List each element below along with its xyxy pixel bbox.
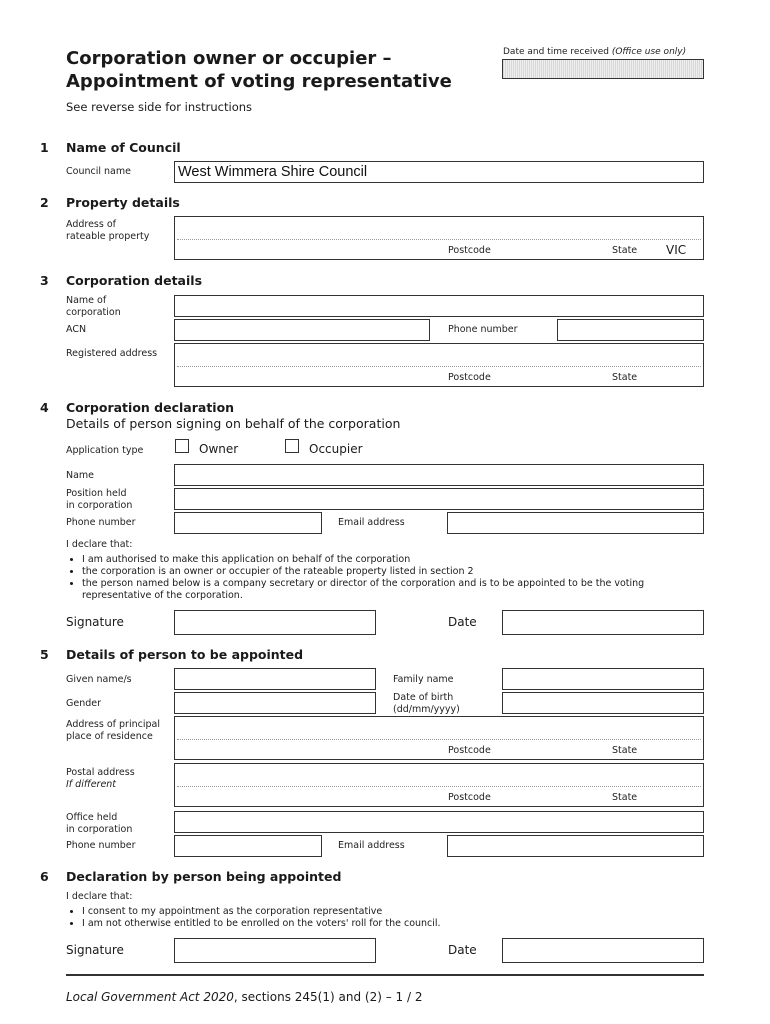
dob-input[interactable] [502, 692, 704, 714]
council-name-value: West Wimmera Shire Council [178, 164, 368, 180]
corporation-phone-input[interactable] [557, 319, 704, 341]
occupier-checkbox[interactable] [285, 439, 299, 453]
dob-label: Date of birth (dd/mm/yyyy) [393, 692, 460, 715]
date-field[interactable] [502, 610, 704, 635]
section-3-heading: Corporation details [66, 273, 203, 288]
residence-address-label: Address of principal place of residence [66, 719, 160, 742]
given-names-input[interactable] [174, 668, 376, 690]
council-name-input[interactable] [174, 161, 704, 183]
appointee-date-label: Date [448, 943, 477, 957]
residence-state-label: State [612, 745, 638, 756]
appointee-declaration-intro: I declare that: [66, 891, 133, 902]
form-subtitle: See reverse side for instructions [66, 100, 253, 114]
postal-address-label: Postal address If different [66, 767, 135, 790]
address-divider [177, 786, 701, 787]
property-address-input[interactable] [174, 216, 704, 260]
list-item: • I am not otherwise entitled to be enrolled on the voters' roll for the council. [82, 918, 666, 930]
occupier-label: Occupier [309, 442, 363, 456]
postal-address-input[interactable] [174, 763, 704, 807]
family-name-label: Family name [393, 674, 454, 685]
declaration-bullets [66, 554, 666, 602]
acn-input[interactable] [174, 319, 430, 341]
position-held-label: Position held in corporation [66, 488, 133, 511]
list-item: • I am authorised to make this application on behalf of the corporation [82, 554, 666, 566]
section-6-number: 6 [40, 869, 49, 884]
section-4-subheading: Details of person signing on behalf of the corporation [66, 416, 401, 431]
office-use-label: Date and time received (Office use only) [503, 47, 687, 57]
office-held-input[interactable] [174, 811, 704, 833]
application-type-label: Application type [66, 445, 144, 456]
appointee-declaration-bullets [66, 906, 666, 930]
footer-citation: Local Government Act 2020, sections 245(1) and (2) – 1 / 2 [66, 990, 423, 1004]
gender-input[interactable] [174, 692, 376, 714]
appointee-phone-input[interactable] [174, 835, 322, 857]
family-name-input[interactable] [502, 668, 704, 690]
appointee-phone-label: Phone number [66, 840, 136, 851]
section-4-heading: Corporation declaration [66, 400, 235, 415]
list-item: • the corporation is an owner or occupier of the rateable property listed in section 2 [82, 566, 666, 578]
appointee-email-label: Email address [338, 840, 405, 851]
corporation-phone-label: Phone number [448, 324, 518, 335]
section-2-heading: Property details [66, 195, 180, 210]
signer-email-input[interactable] [447, 512, 704, 534]
registered-postcode-label: Postcode [448, 372, 491, 383]
office-held-label: Office held in corporation [66, 812, 133, 835]
acn-label: ACN [66, 324, 87, 335]
date-label: Date [448, 615, 477, 629]
residence-postcode-label: Postcode [448, 745, 491, 756]
owner-checkbox[interactable] [175, 439, 189, 453]
address-divider [177, 239, 701, 240]
section-6-heading: Declaration by person being appointed [66, 869, 342, 884]
property-address-label: Address of rateable property [66, 219, 150, 242]
signer-name-label: Name [66, 470, 95, 481]
address-divider [177, 739, 701, 740]
signer-phone-label: Phone number [66, 517, 136, 528]
list-item: • I consent to my appointment as the corporation representative [82, 906, 666, 918]
signature-field[interactable] [174, 610, 376, 635]
position-held-input[interactable] [174, 488, 704, 510]
appointee-email-input[interactable] [447, 835, 704, 857]
council-name-label: Council name [66, 166, 131, 177]
property-postcode-label: Postcode [448, 245, 491, 256]
registered-address-input[interactable] [174, 343, 704, 387]
signer-phone-input[interactable] [174, 512, 322, 534]
office-use-field [502, 59, 704, 79]
section-5-number: 5 [40, 647, 49, 662]
residence-address-input[interactable] [174, 716, 704, 760]
section-1-heading: Name of Council [66, 140, 181, 155]
footer-rule [66, 974, 704, 976]
signer-name-input[interactable] [174, 464, 704, 486]
gender-label: Gender [66, 698, 102, 709]
appointee-signature-label: Signature [66, 943, 124, 957]
corporation-name-label: Name of corporation [66, 295, 121, 318]
given-names-label: Given name/s [66, 674, 132, 685]
property-state-value: VIC [666, 243, 687, 257]
registered-address-label: Registered address [66, 348, 158, 359]
signer-email-label: Email address [338, 517, 405, 528]
form-title-line-2: Appointment of voting representative [66, 71, 452, 92]
section-3-number: 3 [40, 273, 49, 288]
section-5-heading: Details of person to be appointed [66, 647, 304, 662]
section-2-number: 2 [40, 195, 49, 210]
list-item: • the person named below is a company secretary or director of the corporation and is to be appointed to be the voting representative of the corporation. [82, 578, 666, 602]
form-title-line-1: Corporation owner or occupier – [66, 48, 392, 69]
section-4-number: 4 [40, 400, 49, 415]
address-divider [177, 366, 701, 367]
signature-label: Signature [66, 615, 124, 629]
section-1-number: 1 [40, 140, 49, 155]
declaration-intro: I declare that: [66, 539, 133, 550]
owner-label: Owner [199, 442, 239, 456]
property-state-label: State [612, 245, 638, 256]
appointee-signature-field[interactable] [174, 938, 376, 963]
postal-state-label: State [612, 792, 638, 803]
postal-postcode-label: Postcode [448, 792, 491, 803]
appointee-date-field[interactable] [502, 938, 704, 963]
corporation-name-input[interactable] [174, 295, 704, 317]
registered-state-label: State [612, 372, 638, 383]
